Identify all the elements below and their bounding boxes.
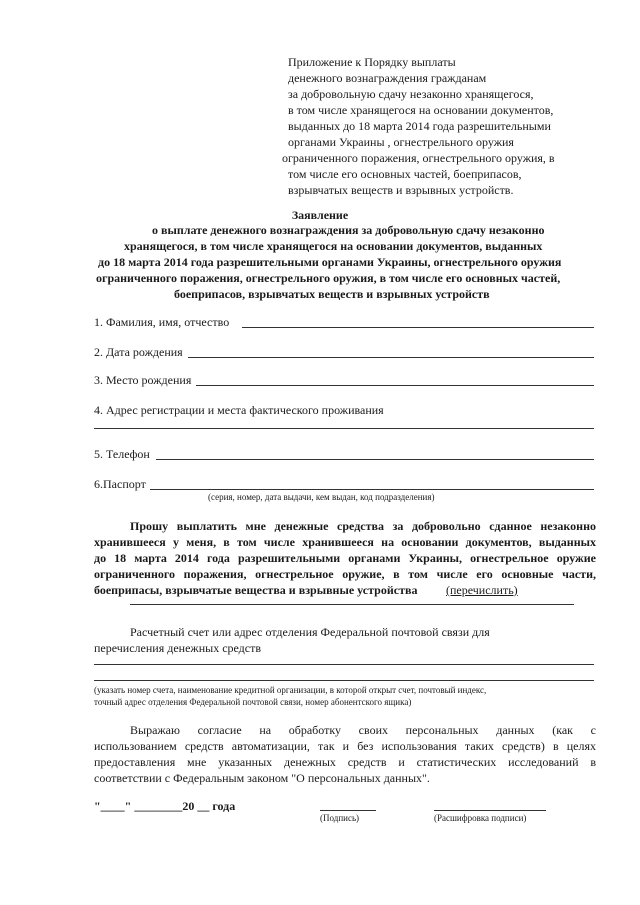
subtitle-line: боеприпасов, взрывчатых веществ и взрывных устройств [174, 287, 490, 301]
account-label: Расчетный счет или адрес отделения Федеральной почтовой связи для [130, 625, 490, 639]
appendix-line: выданных до 18 марта 2014 года разрешительными [288, 119, 551, 133]
decoding-caption: (Расшифровка подписи) [434, 813, 527, 823]
field-birth-date-line[interactable] [188, 357, 594, 358]
signature-line[interactable] [320, 810, 376, 811]
field-address-label: 4. Адрес регистрации и места фактического проживания [94, 403, 384, 417]
request-line: боеприпасы, взрывчатые вещества и взрывные устройства [94, 583, 418, 597]
subtitle-line: хранящегося, в том числе хранящегося на основании документов, выданных [124, 239, 543, 253]
request-enumerate-line[interactable] [130, 604, 574, 605]
request-line: хранившееся у меня, в том числе хранившееся на основании документов, выданных [94, 535, 596, 549]
subtitle-line: ограниченного поражения, огнестрельного оружия, в том числе его основных частей, [96, 271, 561, 285]
account-hint: (указать номер счета, наименование кредитной организации, в которой открыт счет, почтовый индекс, [94, 685, 487, 695]
appendix-line: денежного вознаграждения гражданам [288, 71, 487, 85]
field-name-line[interactable] [242, 327, 594, 328]
appendix-line: в том числе хранящегося на основании документов, [288, 103, 554, 117]
field-birth-place-label: 3. Место рождения [94, 373, 192, 387]
consent-line: использованием средств автоматизации, так и без использования таких средств) в целях [94, 739, 596, 753]
field-name-label: 1. Фамилия, имя, отчество [94, 315, 230, 329]
request-line: Прошу выплатить мне денежные средства за добровольно сданное незаконно [130, 519, 596, 533]
subtitle-line: о выплате денежного вознаграждения за добровольную сдачу незаконно [152, 223, 545, 237]
field-phone-line[interactable] [156, 459, 594, 460]
appendix-line: за добровольную сдачу незаконно хранящегося, [288, 87, 534, 101]
document-title: Заявление [291, 208, 349, 222]
appendix-line: ограниченного поражения, огнестрельного оружия, в [282, 151, 555, 165]
request-line: ограниченного поражения, огнестрельное оружие, в том числе его основные части, [94, 567, 596, 581]
consent-line: Выражаю согласие на обработку своих персональных данных (как с [130, 723, 596, 737]
account-label-2: перечисления денежных средств [94, 641, 262, 655]
appendix-line: том числе его основных частей, боеприпасов, [288, 167, 522, 181]
appendix-line: органами Украины , огнестрельного оружия [288, 135, 514, 149]
date-line: "____" ________20 __ года [94, 799, 236, 813]
field-passport-label: 6.Паспорт [94, 477, 146, 491]
field-birth-date-label: 2. Дата рождения [94, 345, 183, 359]
appendix-line: Приложение к Порядку выплаты [288, 55, 456, 69]
request-line: до 18 марта 2014 года разрешительными органами Украины, огнестрельное оружие [94, 551, 596, 565]
field-passport-line[interactable] [150, 489, 594, 490]
field-passport-hint: (серия, номер, дата выдачи, кем выдан, код подразделения) [208, 492, 435, 502]
appendix-line: взрывчатых веществ и взрывных устройств. [288, 183, 514, 197]
consent-line: предоставления мне указанных денежных средств и статистических исследований в [94, 755, 596, 769]
field-phone-label: 5. Телефон [94, 447, 150, 461]
account-line[interactable] [94, 680, 594, 681]
signature-caption: (Подпись) [320, 813, 360, 823]
decoding-line[interactable] [434, 810, 546, 811]
consent-line: соответствии с Федеральным законом "О персональных данных". [94, 771, 430, 785]
field-address-line[interactable] [94, 428, 594, 429]
subtitle-line: до 18 марта 2014 года разрешительными органами Украины, огнестрельного оружия [98, 255, 562, 269]
field-birth-place-line[interactable] [196, 385, 594, 386]
account-line[interactable] [94, 664, 594, 665]
request-enumerate: (перечислить) [446, 583, 518, 597]
account-hint: точный адрес отделения Федеральной почтовой связи, номер абонентского ящика) [94, 697, 412, 707]
